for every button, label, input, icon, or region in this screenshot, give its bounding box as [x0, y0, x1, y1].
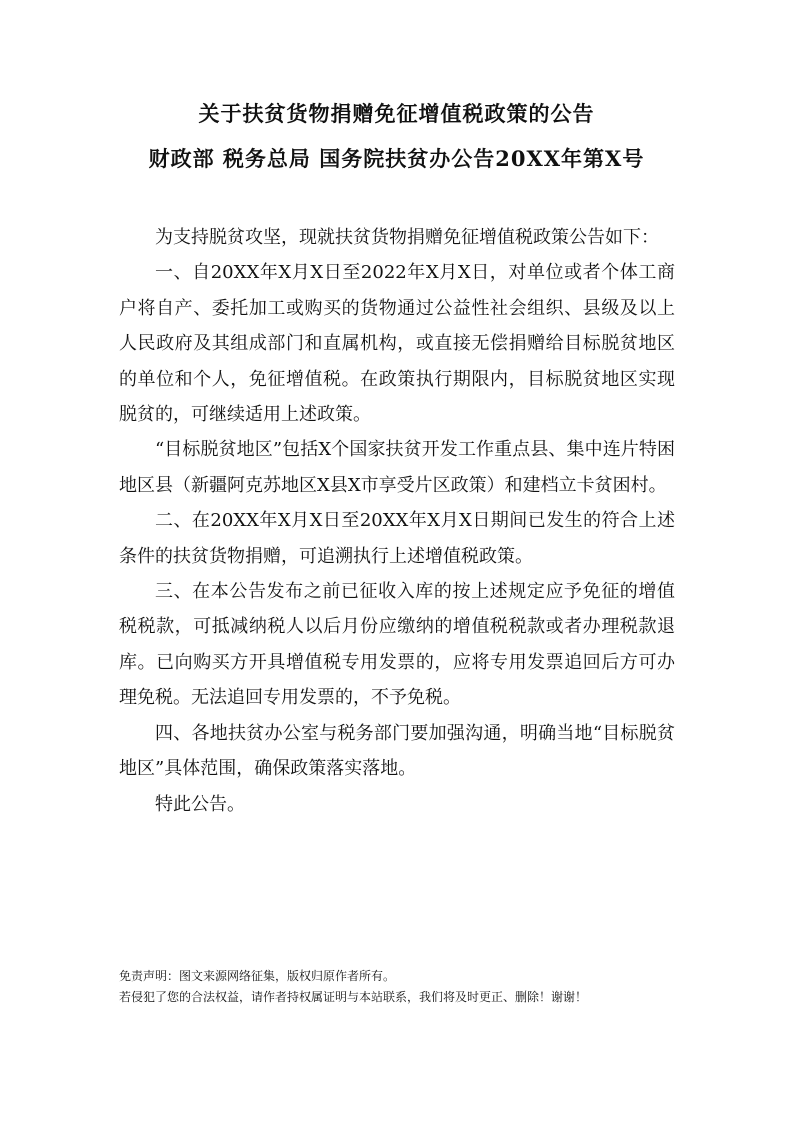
disclaimer-line-1: 免责声明：图文来源网络征集，版权归原作者所有。: [119, 969, 396, 983]
paragraph-article-4: 四、各地扶贫办公室与税务部门要加强沟通，明确当地“目标脱贫地区”具体范围，确保政策落实落地。: [119, 722, 675, 780]
paragraph-article-1: 一、自20XX年X月X日至2022年X月X日，对单位或者个体工商户将自产、委托加工或购买的货物通过公益性社会组织、县级及以上人民政府及其组成部门和直属机构，或直接无偿捐赠给目标脱贫地区的单位和个人，免征增值税。在政策执行期限内，目标脱贫地区实现脱贫的，可继续适用上述政策。: [119, 262, 675, 426]
document-title: 关于扶贫货物捐赠免征增值税政策的公告: [198, 101, 595, 126]
paragraph-article-3: 三、在本公告发布之前已征收入库的按上述规定应予免征的增值税税款，可抵减纳税人以后月份应缴纳的增值税税款或者办理税款退库。已向购买方开具增值税专用发票的，应将专用发票追回后方可办理免税。无法追回专用发票的，不予免税。: [119, 581, 675, 709]
document-body: [119, 220, 675, 822]
paragraph-article-2: 二、在20XX年X月X日至20XX年X月X日期间已发生的符合上述条件的扶贫货物捐赠，可追溯执行上述增值税政策。: [119, 510, 675, 567]
document-subtitle: 财政部 税务总局 国务院扶贫办公告20XX年第X号: [148, 146, 645, 171]
paragraph-target-area-definition: “目标脱贫地区”包括X个国家扶贫开发工作重点县、集中连片特困地区县（新疆阿克苏地区X县X市享受片区政策）和建档立卡贫困村。: [119, 439, 675, 496]
paragraph-closing: 特此公告。: [155, 793, 245, 815]
disclaimer-line-2: 若侵犯了您的合法权益，请作者持权属证明与本站联系，我们将及时更正、删除！谢谢！: [119, 990, 588, 1004]
paragraph-intro: 为支持脱贫攻坚，现就扶贫货物捐赠免征增值税政策公告如下：: [155, 227, 659, 248]
disclaimer: [119, 966, 739, 1008]
